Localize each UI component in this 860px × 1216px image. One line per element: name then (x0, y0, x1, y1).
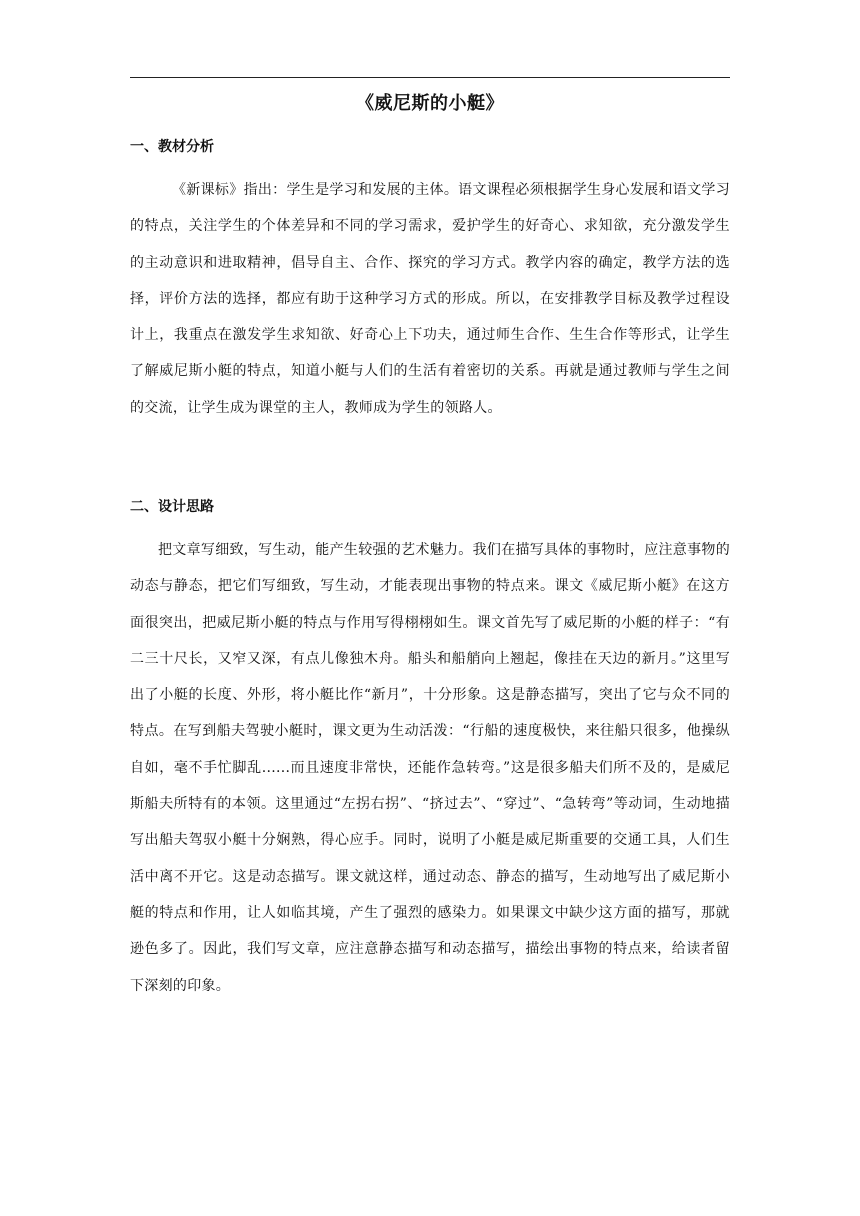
section-heading-design-idea: 二、设计思路 (130, 499, 214, 515)
header-rule (130, 77, 730, 78)
section-paragraph-design-idea: 把文章写细致，写生动，能产生较强的艺术魅力。我们在描写具体的事物时，应注意事物的动态与静态，把它们写细致，写生动，才能表现出事物的特点来。课文《威尼斯小艇》在这方面很突出，把威尼斯小艇的特点与作用写得栩栩如生。课文首先写了威尼斯的小艇的样子：“有二三十尺长，又窄又深，有点儿像独木舟。船头和船艄向上翘起，像挂在天边的新月。”这里写出了小艇的长度、外形，将小艇比作“新月”，十分形象。这是静态描写，突出了它与众不同的特点。在写到船夫驾驶小艇时，课文更为生动活泼：“行船的速度极快，来往船只很多，他操纵自如，毫不手忙脚乱......而且速度非常快，还能作急转弯。”这是很多船夫们所不及的，是威尼斯船夫所特有的本领。这里通过“左拐右拐”、“挤过去”、“穿过”、“急转弯”等动词，生动地描写出船夫驾驭小艇十分娴熟，得心应手。同时，说明了小艇是威尼斯重要的交通工具，人们生活中离不开它。这是动态描写。课文就这样，通过动态、静态的描写，生动地写出了威尼斯小艇的特点和作用，让人如临其境，产生了强烈的感染力。如果课文中缺少这方面的描写，那就逊色多了。因此，我们写文章，应注意静态描写和动态描写，描绘出事物的特点来，给读者留下深刻的印象。 (130, 542, 730, 994)
section-paragraph-textbook-analysis: 《新课标》指出：学生是学习和发展的主体。语文课程必须根据学生身心发展和语文学习的特点，关注学生的个体差异和不同的学习需求，爱护学生的好奇心、求知欲，充分激发学生的主动意识和进取精神，倡导自主、合作、探究的学习方式。教学内容的确定，教学方法的选择，评价方法的选择，都应有助于这种学习方式的形成。所以，在安排教学目标及教学过程设计上，我重点在激发学生求知欲、好奇心上下功夫，通过师生合作、生生合作等形式，让学生了解威尼斯小艇的特点，知道小艇与人们的生活有着密切的关系。再就是通过教师与学生之间的交流，让学生成为课堂的主人，教师成为学生的领路人。 (130, 182, 730, 416)
section-heading-textbook-analysis: 一、教材分析 (130, 139, 214, 155)
document-title: 《威尼斯的小艇》 (356, 93, 504, 114)
